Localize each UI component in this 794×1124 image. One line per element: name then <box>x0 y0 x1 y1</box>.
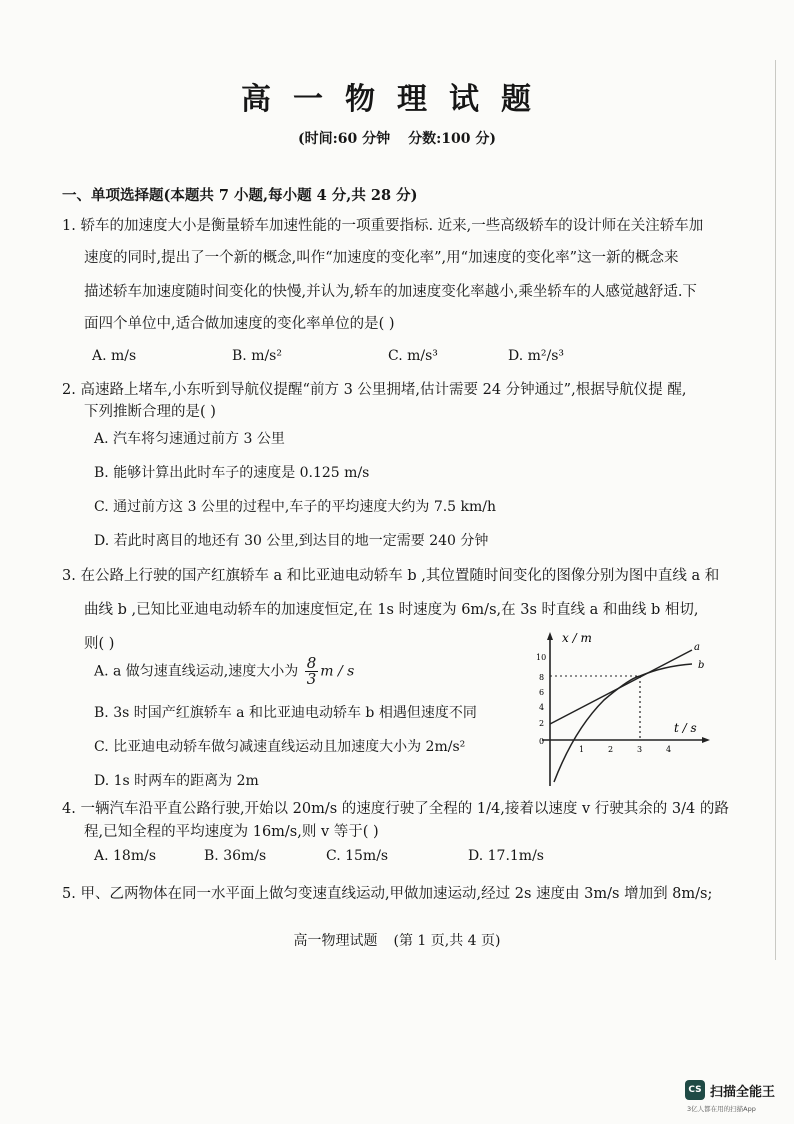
page-footer <box>0 930 794 950</box>
x-axis-arrow <box>702 737 710 743</box>
q2-option-b: B. 能够计算出此时车子的速度是 0.125 m/s <box>94 465 370 481</box>
q3-line-3: 则( ) <box>84 636 115 652</box>
section-heading: 一、单项选择题(本题共 7 小题,每小题 4 分,共 28 分) <box>62 187 418 204</box>
footer-page-number: (第 1 页,共 4 页) <box>393 933 501 949</box>
q3-option-a-fraction <box>305 656 319 687</box>
fraction-numerator: 8 <box>306 654 317 672</box>
q1-line-1: 1. 轿车的加速度大小是衡量轿车加速性能的一项重要指标. 近来,一些高级轿车的设计师在关注轿车加 <box>62 218 704 234</box>
q3-option-a-unit: m / s <box>320 663 355 680</box>
x-tick-3: 3 <box>637 745 643 754</box>
scanner-logo-icon: CS <box>685 1080 705 1100</box>
page-title: 高一物理试题 <box>241 82 553 117</box>
y-axis-arrow <box>547 632 553 640</box>
page-subtitle <box>0 128 794 148</box>
q5-line-1: 5. 甲、乙两物体在同一水平面上做匀变速直线运动,甲做加速运动,经过 2s 速度由 3m/s 增加到 8m/s; <box>62 886 713 902</box>
line-a-label: a <box>694 642 700 653</box>
q1-option-d: D. m²/s³ <box>508 348 565 364</box>
q1-line-4: 面四个单位中,适合做加速度的变化率单位的是( ) <box>84 316 395 332</box>
x-tick-4: 4 <box>666 745 672 754</box>
exam-score: 分数:100 分) <box>408 131 497 147</box>
y-tick-6: 6 <box>539 688 545 697</box>
q3-option-b: B. 3s 时国产红旗轿车 a 和比亚迪电动轿车 b 相遇但速度不同 <box>94 705 477 721</box>
q2-line-2: 下列推断合理的是( ) <box>84 404 216 420</box>
x-tick-2: 2 <box>608 745 614 754</box>
y-tick-4: 4 <box>539 703 545 712</box>
q2-option-a: A. 汽车将匀速通过前方 3 公里 <box>94 431 285 447</box>
q1-option-b: B. m/s² <box>232 348 282 364</box>
scanner-tagline: 3亿人都在用的扫描App <box>687 1105 756 1113</box>
q1-line-2: 速度的同时,提出了一个新的概念,叫作“加速度的变化率”,用“加速度的变化率”这一新的概念来 <box>84 250 679 266</box>
curve-b <box>554 664 692 782</box>
x-axis-label: t / s <box>674 721 697 735</box>
q4-line-2: 程,已知全程的平均速度为 16m/s,则 v 等于( ) <box>84 824 379 840</box>
q3-option-d: D. 1s 时两车的距离为 2m <box>94 773 259 789</box>
scanner-app-name: 扫描全能王 <box>710 1085 776 1100</box>
q2-option-d: D. 若此时离目的地还有 30 公里,到达目的地一定需要 240 分钟 <box>94 533 489 549</box>
q4-option-c: C. 15m/s <box>326 848 389 864</box>
q3-line-2: 曲线 b ,已知比亚迪电动轿车的加速度恒定,在 1s 时速度为 6m/s,在 3s 时直线 a 和曲线 b 相切, <box>84 602 699 618</box>
q3-line-1: 3. 在公路上行驶的国产红旗轿车 a 和比亚迪电动轿车 b ,其位置随时间变化的图像分别为图中直线 a 和 <box>62 568 720 584</box>
y-tick-8: 8 <box>539 673 545 682</box>
q4-option-b: B. 36m/s <box>204 848 267 864</box>
q3-option-a-text: A. a 做匀速直线运动,速度大小为 <box>94 663 299 680</box>
x-tick-1: 1 <box>579 745 585 754</box>
q4-option-d: D. 17.1m/s <box>468 848 544 864</box>
q3-option-a <box>94 656 354 687</box>
q3-option-c: C. 比亚迪电动轿车做匀减速直线运动且加速度大小为 2m/s² <box>94 739 466 755</box>
q2-line-1: 2. 高速路上堵车,小东听到导航仪提醒“前方 3 公里拥堵,估计需要 24 分钟通过”,根据导航仪提 醒, <box>62 382 687 398</box>
q4-line-1: 4. 一辆汽车沿平直公路行驶,开始以 20m/s 的速度行驶了全程的 1/4,接着以速度 v 行驶其余的 3/4 的路 <box>62 801 729 817</box>
y-tick-2: 2 <box>539 719 545 728</box>
y-axis-label: x / m <box>562 631 592 645</box>
q1-line-3: 描述轿车加速度随时间变化的快慢,并认为,轿车的加速度变化率越小,乘坐轿车的人感觉越舒适.下 <box>84 284 697 300</box>
q2-option-c: C. 通过前方这 3 公里的过程中,车子的平均速度大约为 7.5 km/h <box>94 499 497 515</box>
q4-option-a: A. 18m/s <box>94 848 157 864</box>
q1-option-a: A. m/s <box>92 348 137 364</box>
fraction-denominator: 3 <box>306 670 317 688</box>
curve-b-label: b <box>698 660 705 671</box>
position-time-graph <box>534 630 714 792</box>
y-tick-10: 10 <box>536 653 547 662</box>
q1-option-c: C. m/s³ <box>388 348 438 364</box>
y-tick-0: 0 <box>539 737 545 746</box>
exam-time: (时间:60 分钟 <box>297 131 391 147</box>
scan-edge <box>775 60 776 960</box>
footer-title: 高一物理试题 <box>293 933 378 949</box>
